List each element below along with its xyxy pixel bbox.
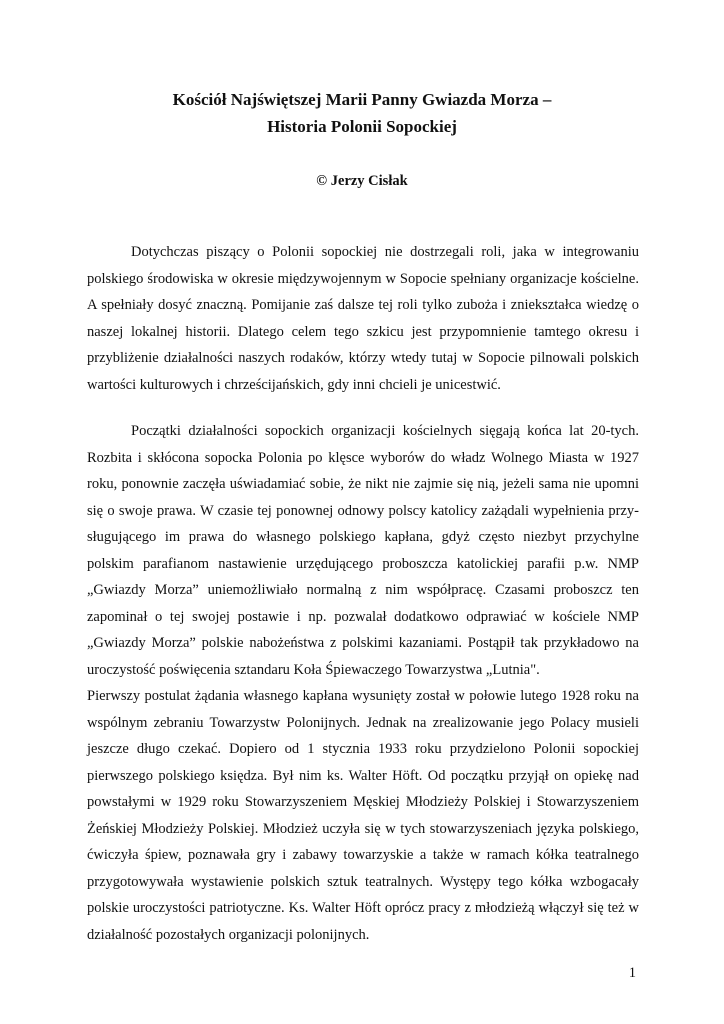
body-paragraph-1: Dotychczas piszący o Polonii sopockiej nie dostrzegali roli, jaka w integrowaniu polskiego środowiska w okresie międzywojennym w Sopocie spełniany organizacje kościelne. A spełniały dosyć znaczną. Pomijanie zaś dalsze tej roli tylko zuboża i zniekształca wiedzę o naszej lokalnej historii. Dlatego celem tego szkicu jest przypomnienie tamtego okresu i przybliżenie działalności naszych rodaków, którzy wtedy tutaj w Sopocie pilnowali polskich wartości kulturowych i chrześcijańskich, gdy inni chcieli je unicestwić. [87,244,639,393]
document-title-line-2: Historia Polonii Sopockiej [267,117,457,136]
body-paragraph-2: Początki działalności sopockich organizacji kościelnych sięgają końca lat 20-tych. Rozbita i skłócona sopocka Polonia po klęsce wyborów do władz Wolnego Miasta w 1927 roku, ponownie zaczęła uświadamiać sobie, że nikt nie zajmie się nią, jeżeli sama nie upomni się o swoje prawa. W czasie tej ponownej odnowy polscy katolicy zażądali wypełnienia przy-sługującego im prawa do własnego polskiego kapłana, gdyż często niezbyt przychylne polskim parafianom nastawienie urzędującego proboszcza katolickiej parafii p.w. NMP „Gwiazdy Morza” uniemożliwiało normalną z nim współpracę. Czasami proboszcz ten zapominał o tej swojej postawie i np. pozwalał dodatkowo odprawiać w kościele NMP „Gwiazdy Morza” polskie nabożeństwa z polskimi kazaniami. Postąpił tak przykładowo na uroczystość poświęcenia sztandaru Koła Śpiewaczego Towarzystwa „Lutnia". [87,423,639,678]
document-body [87,239,639,948]
body-paragraph-3: Pierwszy postulat żądania własnego kapłana wysunięty został w połowie lutego 1928 roku na wspólnym zebraniu Towarzystw Polonijnych. Jednak na zrealizowanie jego Polacy musieli jeszcze długo czekać. Dopiero od 1 stycznia 1933 roku przydzielono Polonii sopockiej pierwszego polskiego księdza. Był nim ks. Walter Höft. Od początku przyjął on opiekę nad powstałymi w 1929 roku Stowarzyszeniem Męskiej Młodzieży Polskiej i Stowarzyszeniem Żeńskiej Młodzieży Polskiej. Młodzież uczyła się w tych stowarzyszeniach języka polskiego, ćwiczyła śpiew, poznawała gry i zabawy towarzyskie a także w ramach kółka teatralnego przygotowywała wystawienie polskich sztuk teatralnych. Występy tego kółka wzbogacały polskie uroczystości patriotyczne. Ks. Walter Höft oprócz pracy z młodzieżą włączył się też w działalność pozostałych organizacji polonijnych. [87,688,639,943]
page-number: 1 [628,965,636,981]
author-credit: © Jerzy Cisłak [316,173,408,189]
document-title-line-1: Kościół Najświętszej Marii Panny Gwiazda Morza – [172,90,552,109]
